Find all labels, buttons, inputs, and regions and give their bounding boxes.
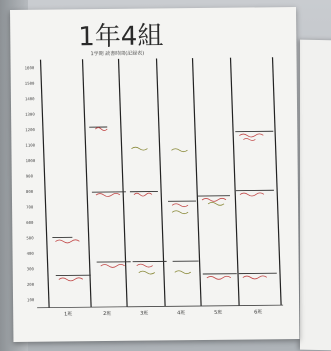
mark-red — [134, 193, 152, 196]
mark-red — [207, 276, 231, 279]
mark-red — [172, 204, 188, 207]
column-line — [119, 59, 128, 307]
column-line — [41, 60, 50, 308]
column-label: 2班 — [103, 310, 112, 318]
adjacent-paper — [300, 40, 331, 351]
column-line — [193, 58, 202, 306]
tick-label: 300 — [26, 266, 34, 272]
tick-label: 600 — [26, 219, 34, 226]
mark-red — [240, 193, 264, 196]
tick-label: 1400 — [24, 96, 35, 102]
mark-olive — [175, 271, 191, 274]
tick-labels — [25, 65, 38, 302]
chart-paper — [10, 7, 299, 342]
tick-label: 500 — [26, 235, 34, 241]
tick-label: 700 — [26, 204, 34, 210]
bottom-axis — [37, 305, 283, 308]
tick-label: 800 — [25, 189, 34, 195]
tick-label: 100 — [27, 297, 35, 303]
mark-olive — [171, 149, 187, 152]
column-label: 6班 — [254, 309, 263, 316]
tick-label: 1600 — [24, 65, 35, 71]
chart-svg — [10, 7, 299, 342]
column-line — [231, 58, 240, 306]
tick-label: 1500 — [24, 80, 35, 86]
column-label: 5班 — [214, 309, 223, 316]
column-line — [273, 57, 282, 305]
mark-olive — [172, 211, 188, 214]
mark-olive — [208, 202, 224, 205]
column-label: 4班 — [177, 310, 186, 317]
mark-red — [55, 240, 79, 243]
mark-red — [101, 264, 125, 267]
tick-label: 900 — [25, 173, 34, 179]
column-lines — [41, 57, 282, 307]
tick-label: 200 — [26, 281, 35, 287]
tick-label: 1100 — [25, 142, 36, 148]
tick-label: 1200 — [25, 127, 35, 133]
mark-red — [59, 278, 83, 281]
column-line — [83, 59, 92, 307]
column-label-group — [64, 308, 262, 317]
tick-label: 1300 — [25, 111, 35, 117]
mark-olive — [139, 271, 155, 274]
sheet-title: 1年4組 — [78, 21, 164, 53]
mark-red — [202, 198, 226, 201]
mark-red — [239, 134, 263, 137]
mark-red — [96, 193, 120, 196]
mark-red — [137, 264, 153, 267]
mark-red — [243, 138, 255, 140]
column-line — [157, 58, 166, 306]
sheet-subtitle: 1学期 読書時間(記録表) — [90, 50, 145, 58]
column-label: 1班 — [64, 311, 73, 318]
tick-label: 400 — [26, 250, 34, 256]
tick-label: 1000 — [25, 158, 36, 164]
column-label: 3班 — [140, 310, 149, 317]
mark-red — [95, 127, 107, 130]
mark-olive — [131, 147, 147, 150]
mark-red — [243, 276, 267, 279]
